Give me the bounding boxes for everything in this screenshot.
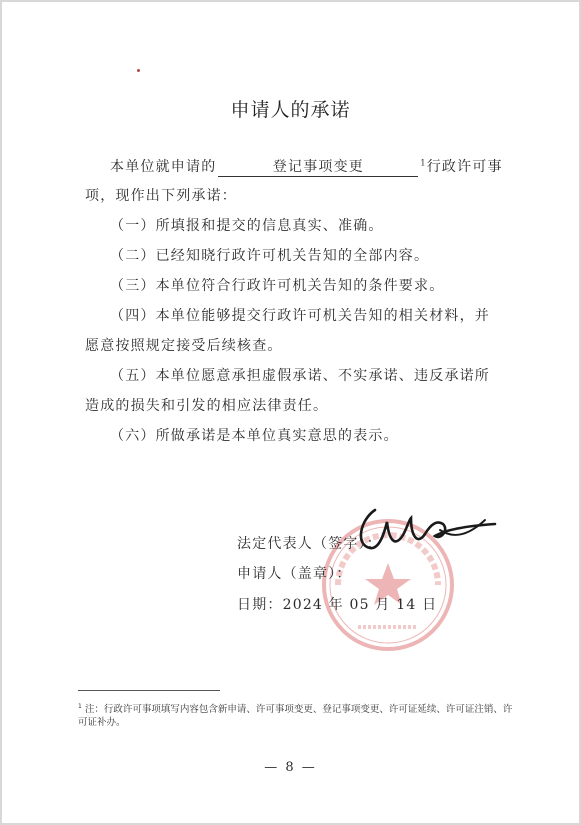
legal-representative-label: 法定代表人（签字）：: [237, 536, 382, 552]
commitment-5-line-1: （五）本单位愿意承担虚假承诺、不实承诺、违反承诺所: [110, 368, 490, 384]
page-title: 申请人的承诺: [230, 99, 351, 121]
commitment-4-line-1: （四）本单位能够提交行政许可机关告知的相关材料，并: [110, 308, 490, 324]
intro-prefix: 本单位就申请的: [110, 159, 217, 175]
intro-suffix: 行政许可事: [426, 159, 503, 175]
date-line: 日期：2024 年 05 月 14 日: [237, 597, 438, 613]
footnote: [78, 700, 518, 729]
speck: [137, 69, 140, 72]
footnote-divider: [78, 690, 220, 691]
footnote-marker: 1: [420, 158, 427, 168]
intro-line-1: [110, 156, 560, 177]
applicant-seal-label: 申请人（盖章）：: [237, 566, 352, 582]
commitment-4-line-2: 愿意按照规定接受后续核查。: [85, 338, 283, 354]
intro-line-2: 项，现作出下列承诺：: [85, 188, 237, 204]
commitment-6: （六）所做承诺是本单位真实意思的表示。: [110, 428, 399, 444]
commitment-2: （二）已经知晓行政许可机关告知的全部内容。: [110, 248, 430, 264]
commitment-3: （三）本单位符合行政许可机关告知的条件要求。: [110, 278, 445, 294]
filled-item: 登记事项变更: [218, 156, 418, 177]
commitment-5-line-2: 造成的损失和引发的相应法律责任。: [85, 398, 329, 414]
commitment-1: （一）所填报和提交的信息真实、准确。: [110, 218, 384, 234]
page-number: — 8 —: [264, 760, 317, 775]
footnote-text: 注：行政许可事项填写内容包含新申请、许可事项变更、登记事项变更、许可证延续、许可证注销、许可证补办。: [78, 704, 513, 729]
footnote-number: 1: [78, 703, 82, 710]
